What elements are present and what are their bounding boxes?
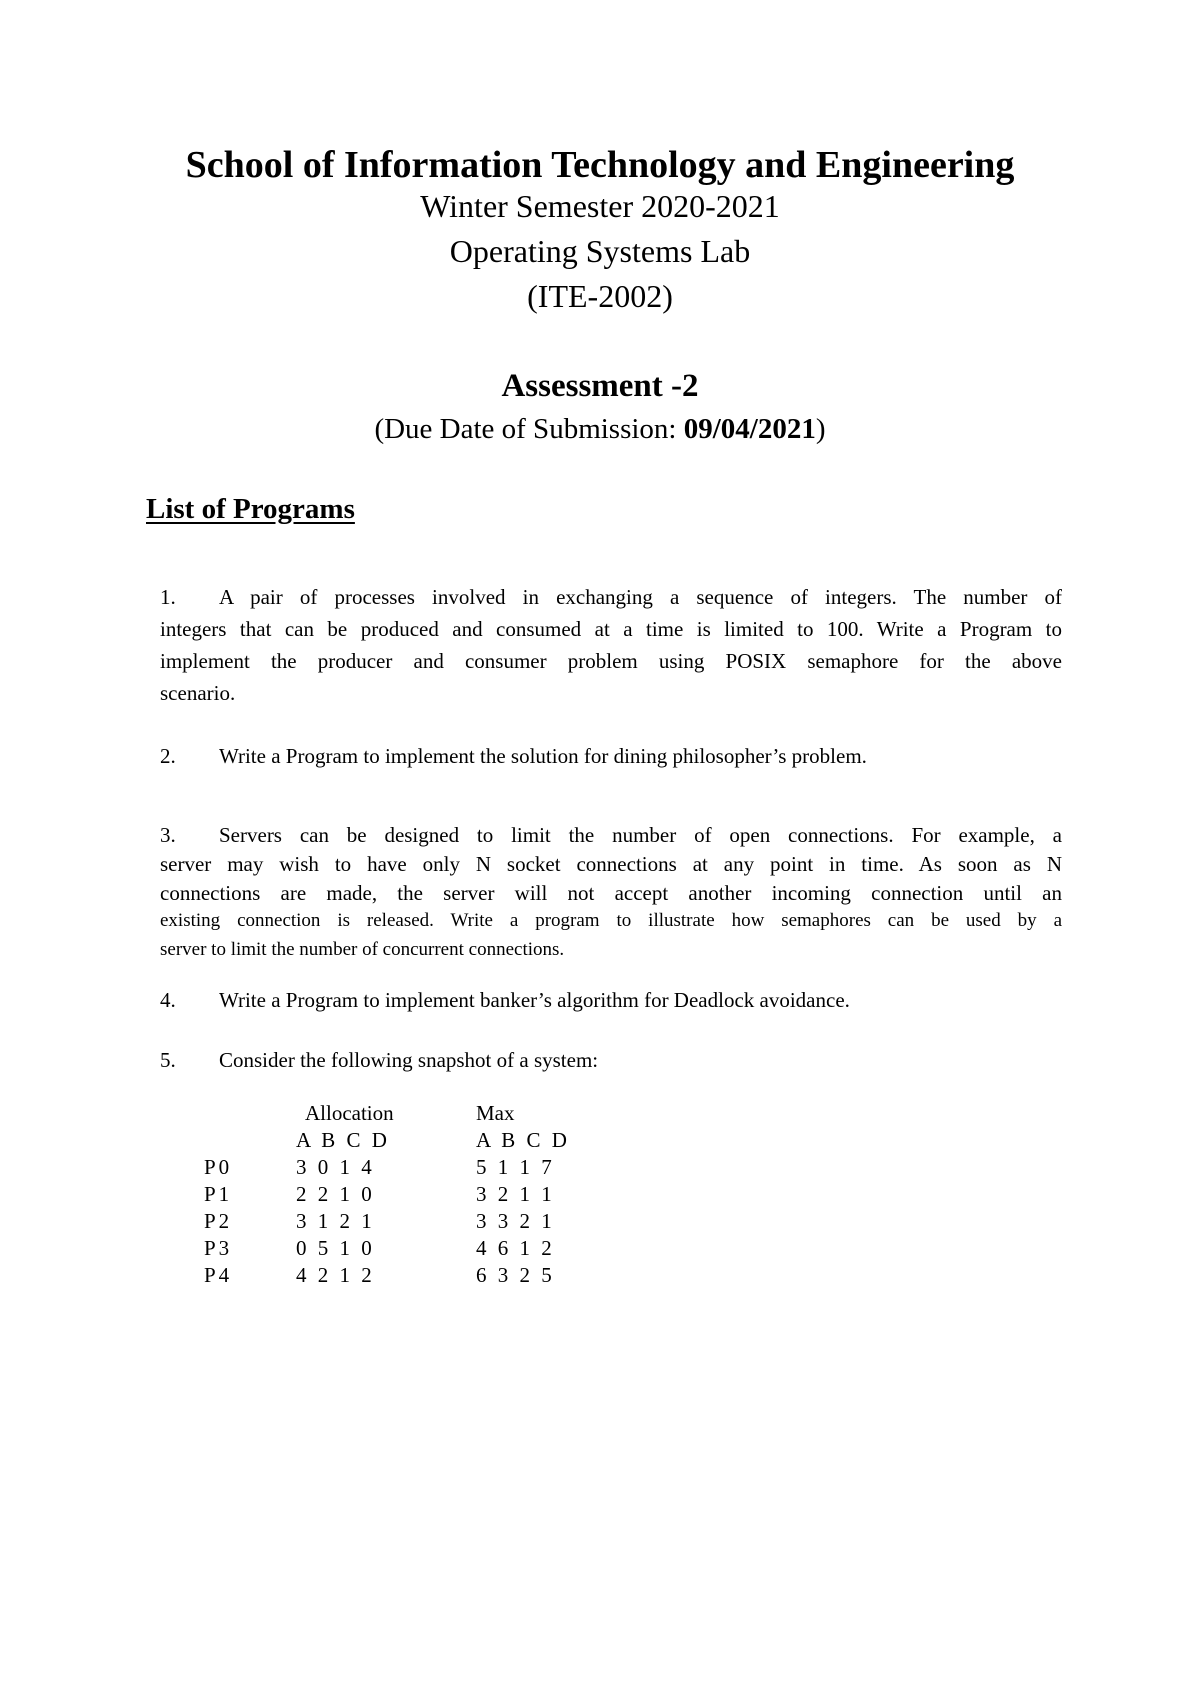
program-3-line: existing connection is released. Write a program to illustrate how semaphores can be used by a [160, 910, 1062, 931]
program-number: 2. [160, 744, 176, 768]
allocation-value: 0 5 1 0 [296, 1236, 375, 1260]
program-3-line: Servers can be designed to limit the number of open connections. For example, a [219, 823, 1062, 847]
max-value: 4 6 1 2 [476, 1236, 555, 1260]
list-heading: List of Programs [146, 493, 355, 525]
max-value: 3 2 1 1 [476, 1182, 555, 1206]
process-label: P4 [204, 1263, 233, 1287]
allocation-subheader: A B C D [296, 1128, 390, 1152]
due-suffix: ) [815, 413, 826, 445]
process-label: P2 [204, 1209, 233, 1233]
course-code: (ITE-2002) [527, 278, 673, 314]
program-1-line: A pair of processes involved in exchanging a sequence of integers. The number of [219, 585, 1062, 609]
max-header: Max [476, 1101, 515, 1125]
max-subheader: A B C D [476, 1128, 570, 1152]
allocation-header: Allocation [305, 1101, 394, 1125]
program-1-line: integers that can be produced and consumed at a time is limited to 100. Write a Program to [160, 617, 1062, 641]
program-3-line: server may wish to have only N socket connections at any point in time. As soon as N [160, 852, 1062, 876]
program-number: 4. [160, 988, 176, 1012]
course-line: Operating Systems Lab [449, 233, 751, 269]
program-5-line: Consider the following snapshot of a system: [219, 1048, 599, 1072]
allocation-value: 3 0 1 4 [296, 1155, 375, 1179]
program-number: 3. [160, 823, 176, 847]
school-title: School of Information Technology and Engineering [185, 144, 1015, 186]
process-label: P0 [204, 1155, 233, 1179]
program-number: 1. [160, 585, 176, 609]
semester-line: Winter Semester 2020-2021 [420, 188, 780, 224]
program-3-line: connections are made, the server will not accept another incoming connection until an [160, 881, 1062, 905]
due-date-line [0, 413, 1200, 446]
due-prefix: (Due Date of Submission: [374, 413, 684, 445]
max-value: 6 3 2 5 [476, 1263, 555, 1287]
process-label: P1 [204, 1182, 233, 1206]
process-label: P3 [204, 1236, 233, 1260]
program-4-line: Write a Program to implement banker’s algorithm for Deadlock avoidance. [219, 988, 850, 1012]
allocation-value: 2 2 1 0 [296, 1182, 375, 1206]
program-3-line: server to limit the number of concurrent connections. [160, 939, 565, 960]
program-number: 5. [160, 1048, 176, 1072]
allocation-value: 4 2 1 2 [296, 1263, 375, 1287]
assessment-title: Assessment -2 [501, 368, 699, 404]
program-1-line: scenario. [160, 681, 236, 705]
max-value: 5 1 1 7 [476, 1155, 555, 1179]
program-2-line: Write a Program to implement the solution for dining philosopher’s problem. [219, 744, 867, 768]
due-date: 09/04/2021 [683, 413, 816, 445]
max-value: 3 3 2 1 [476, 1209, 555, 1233]
allocation-value: 3 1 2 1 [296, 1209, 375, 1233]
program-1-line: implement the producer and consumer problem using POSIX semaphore for the above [160, 649, 1062, 673]
